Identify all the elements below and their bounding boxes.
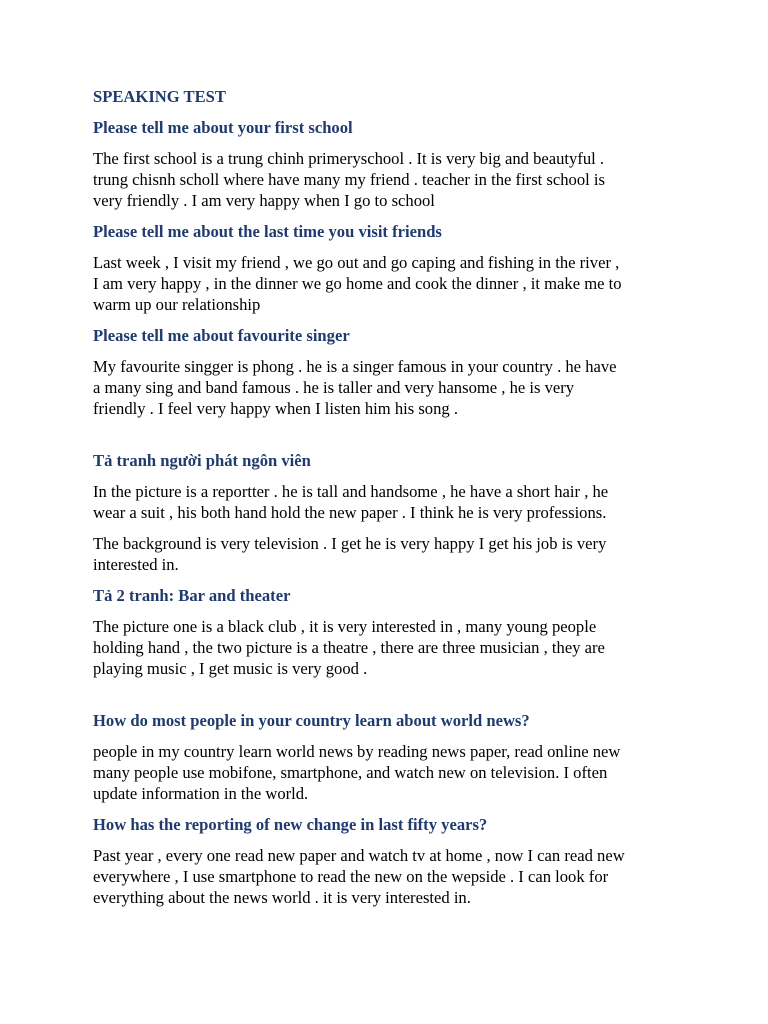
- text-line: very friendly . I am very happy when I go to school: [93, 191, 435, 210]
- text-line: playing music , I get music is very good .: [93, 659, 368, 678]
- document-title: SPEAKING TEST: [93, 87, 226, 106]
- question-heading: Please tell me about your first school: [93, 118, 353, 137]
- picture-description-heading: Tả tranh người phát ngôn viên: [93, 451, 311, 470]
- answer-paragraph: [93, 741, 685, 804]
- text-line: holding hand , the two picture is a theatre , there are three musician , they are: [93, 638, 605, 657]
- text-line: update information in the world.: [93, 784, 309, 803]
- text-line: people in my country learn world news by reading news paper, read online new: [93, 742, 621, 761]
- question-heading: How has the reporting of new change in last fifty years?: [93, 815, 488, 834]
- text-line: trung chisnh scholl where have many my friend . teacher in the first school is: [93, 170, 605, 189]
- text-line: interested in.: [93, 555, 179, 574]
- text-line: The background is very television . I get he is very happy I get his job is very: [93, 534, 607, 553]
- answer-paragraph: [93, 481, 685, 523]
- text-line: friendly . I feel very happy when I listen him his song .: [93, 399, 458, 418]
- document-page: [93, 86, 685, 908]
- answer-paragraph: [93, 533, 685, 575]
- text-line: everything about the news world . it is very interested in.: [93, 888, 471, 907]
- answer-paragraph: [93, 845, 685, 908]
- text-line: The picture one is a black club , it is very interested in , many young people: [93, 617, 597, 636]
- text-line: Past year , every one read new paper and watch tv at home , now I can read new: [93, 846, 625, 865]
- question-heading: How do most people in your country learn about world news?: [93, 711, 530, 730]
- picture-description-heading: Tả 2 tranh: Bar and theater: [93, 586, 291, 605]
- text-line: many people use mobifone, smartphone, and watch new on television. I often: [93, 763, 608, 782]
- text-line: The first school is a trung chinh primeryschool . It is very big and beautyful .: [93, 149, 605, 168]
- text-line: Last week , I visit my friend , we go out and go caping and fishing in the river ,: [93, 253, 620, 272]
- text-line: everywhere , I use smartphone to read the new on the wepside . I can look for: [93, 867, 609, 886]
- answer-paragraph: [93, 356, 685, 419]
- question-heading: Please tell me about favourite singer: [93, 326, 350, 345]
- answer-paragraph: [93, 148, 685, 211]
- text-line: wear a suit , his both hand hold the new paper . I think he is very professions.: [93, 503, 607, 522]
- text-line: warm up our relationship: [93, 295, 261, 314]
- question-heading: Please tell me about the last time you visit friends: [93, 222, 442, 241]
- answer-paragraph: [93, 252, 685, 315]
- text-line: In the picture is a reportter . he is tall and handsome , he have a short hair , he: [93, 482, 609, 501]
- answer-paragraph: [93, 616, 685, 679]
- text-line: a many sing and band famous . he is taller and very hansome , he is very: [93, 378, 575, 397]
- text-line: My favourite singger is phong . he is a singer famous in your country . he have: [93, 357, 617, 376]
- text-line: I am very happy , in the dinner we go home and cook the dinner , it make me to: [93, 274, 622, 293]
